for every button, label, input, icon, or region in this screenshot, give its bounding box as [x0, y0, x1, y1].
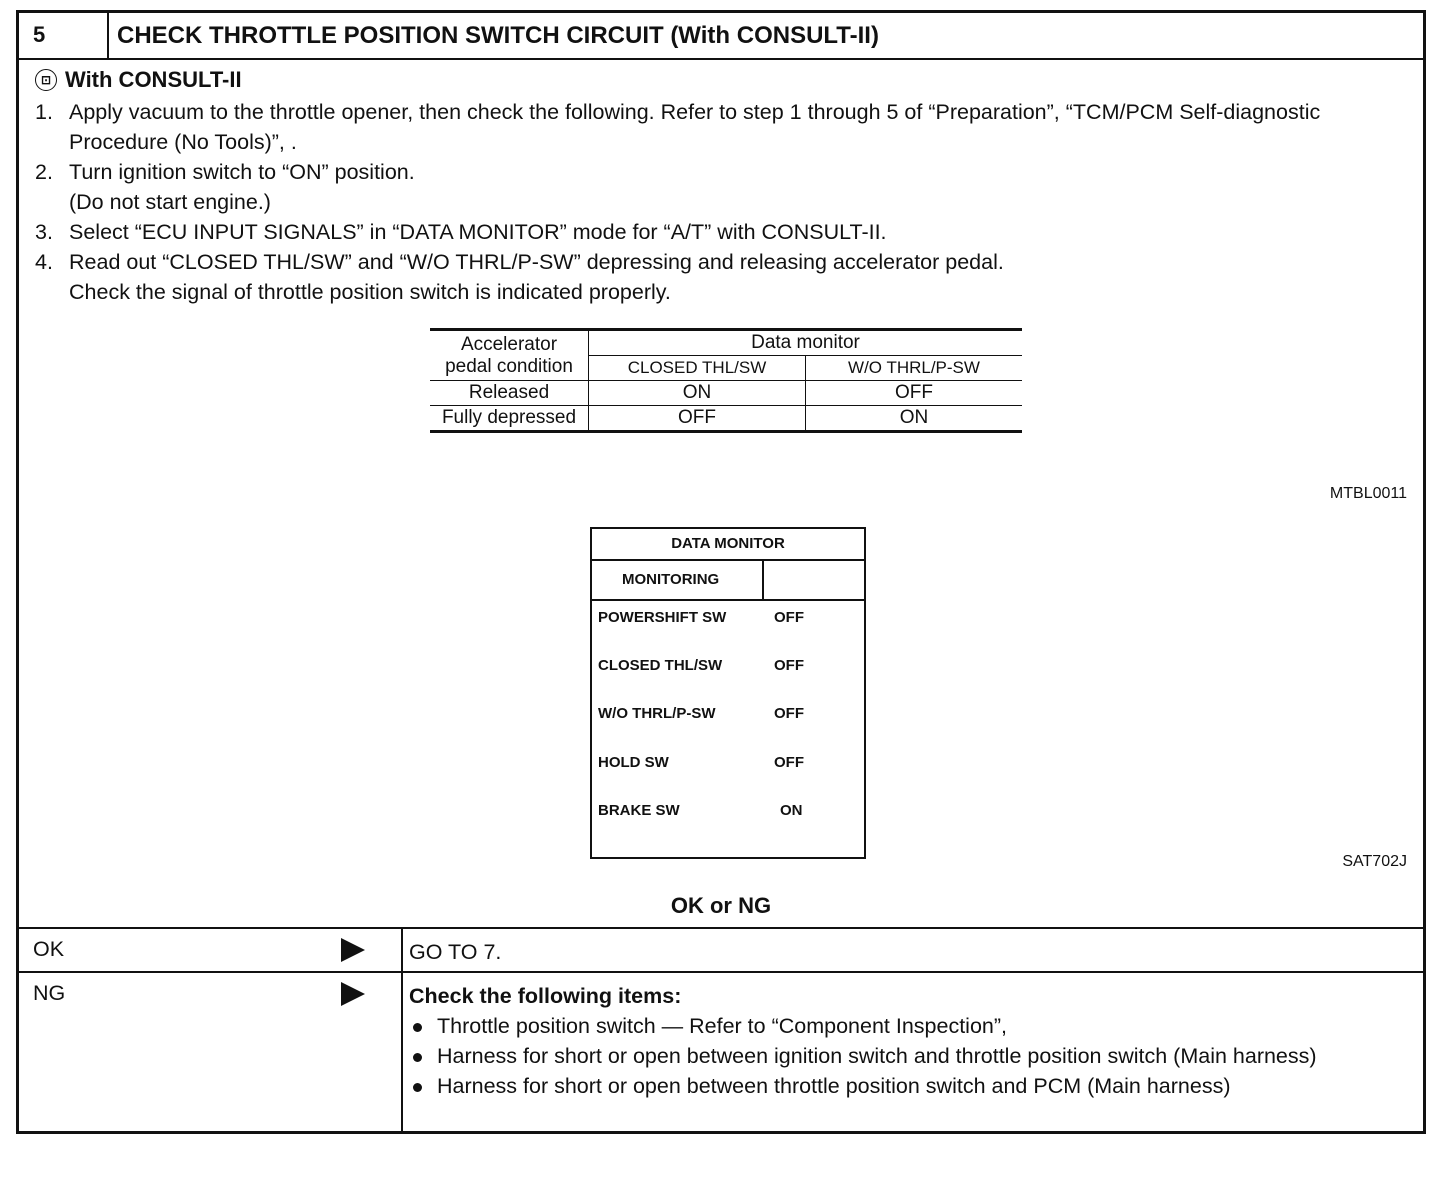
result-row-ng [19, 971, 1423, 1134]
monitor-item-name: CLOSED THL/SW [598, 657, 723, 674]
monitor-item-name: W/O THRL/P-SW [598, 705, 716, 722]
step-item-text: Apply vacuum to the throttle opener, then check the following. Refer to step 1 through 5 of “Preparation”, “TCM/PCM Self-diagnostic Procedure (No Tools)”, . [69, 100, 1321, 154]
step-item-note: Check the signal of throttle position switch is indicated properly. [69, 280, 671, 304]
step-item-number: 3. [35, 220, 53, 244]
column-header: W/O THRL/P-SW [806, 356, 1023, 381]
procedure-frame [16, 10, 1426, 1134]
result-action: GO TO 7. [409, 940, 502, 964]
row-label: Fully depressed [430, 406, 589, 432]
result-label-cell [19, 973, 403, 1134]
table-row [430, 406, 1022, 432]
monitor-item-value: OFF [774, 705, 804, 722]
result-label-cell [19, 929, 403, 971]
step-item-number: 4. [35, 250, 53, 274]
result-label: OK [33, 937, 65, 961]
table-reference-code: MTBL0011 [1329, 485, 1407, 502]
table-row [430, 381, 1022, 406]
ng-heading: Check the following items: [409, 984, 682, 1008]
step-item-number: 2. [35, 160, 53, 184]
step-item-number: 1. [35, 100, 53, 124]
result-label: NG [33, 981, 66, 1005]
column-header: CLOSED THL/SW [589, 356, 806, 381]
step-item-text: Turn ignition switch to “ON” position. [69, 160, 415, 184]
step-item-text: Select “ECU INPUT SIGNALS” in “DATA MONITOR” mode for “A/T” with CONSULT-II. [69, 220, 887, 244]
row-label: Released [430, 381, 589, 406]
step-title: CHECK THROTTLE POSITION SWITCH CIRCUIT (With CONSULT-II) [117, 22, 879, 49]
step-header [19, 13, 1423, 60]
step-item [33, 217, 1413, 247]
ng-items [409, 1011, 1409, 1101]
data-monitor-screen [590, 527, 866, 859]
step-item [33, 97, 1413, 157]
monitor-item-value: ON [780, 802, 803, 819]
monitor-item-value: OFF [774, 609, 804, 626]
result-row-ok [19, 927, 1423, 971]
ok-or-ng-heading: OK or NG [670, 893, 772, 918]
monitor-subheader [592, 561, 864, 601]
table-cell: OFF [806, 381, 1023, 406]
consult-heading [35, 67, 242, 93]
monitor-item-name: POWERSHIFT SW [598, 609, 727, 626]
table-cell: ON [806, 406, 1023, 432]
step-item [33, 157, 1413, 217]
procedure-steps [33, 97, 1413, 307]
ng-checklist [409, 981, 1409, 1101]
table-corner-header [430, 330, 589, 381]
monitor-item-value: OFF [774, 657, 804, 674]
monitor-item-value: OFF [774, 754, 804, 771]
consult-label: With CONSULT-II [65, 67, 242, 92]
step-item-text: Read out “CLOSED THL/SW” and “W/O THRL/P-SW” depressing and releasing accelerator pedal. [69, 250, 1004, 274]
table-cell: ON [589, 381, 806, 406]
step-number: 5 [19, 13, 109, 58]
corner-line-2: pedal condition [445, 355, 573, 377]
step-item [33, 247, 1413, 307]
consult-tool-icon: ⊡ [35, 69, 57, 91]
corner-line-1: Accelerator [460, 333, 558, 355]
list-item: Harness for short or open between ignition switch and throttle position switch (Main harness) [409, 1041, 1409, 1071]
arrow-right-icon [341, 982, 365, 1006]
list-item: Harness for short or open between throttle position switch and PCM (Main harness) [409, 1071, 1409, 1101]
table-cell: OFF [589, 406, 806, 432]
monitor-item-name: HOLD SW [598, 754, 669, 771]
step-item-note: (Do not start engine.) [69, 190, 271, 214]
monitor-title: DATA MONITOR [592, 529, 864, 561]
list-item: Throttle position switch — Refer to “Component Inspection”, [409, 1011, 1409, 1041]
pedal-condition-table [430, 328, 1022, 433]
data-monitor-group-header: Data monitor [589, 330, 1023, 356]
monitor-item-name: BRAKE SW [598, 802, 680, 819]
figure-reference-code: SAT702J [1342, 853, 1407, 870]
arrow-right-icon [341, 938, 365, 962]
monitoring-label: MONITORING [592, 561, 764, 599]
